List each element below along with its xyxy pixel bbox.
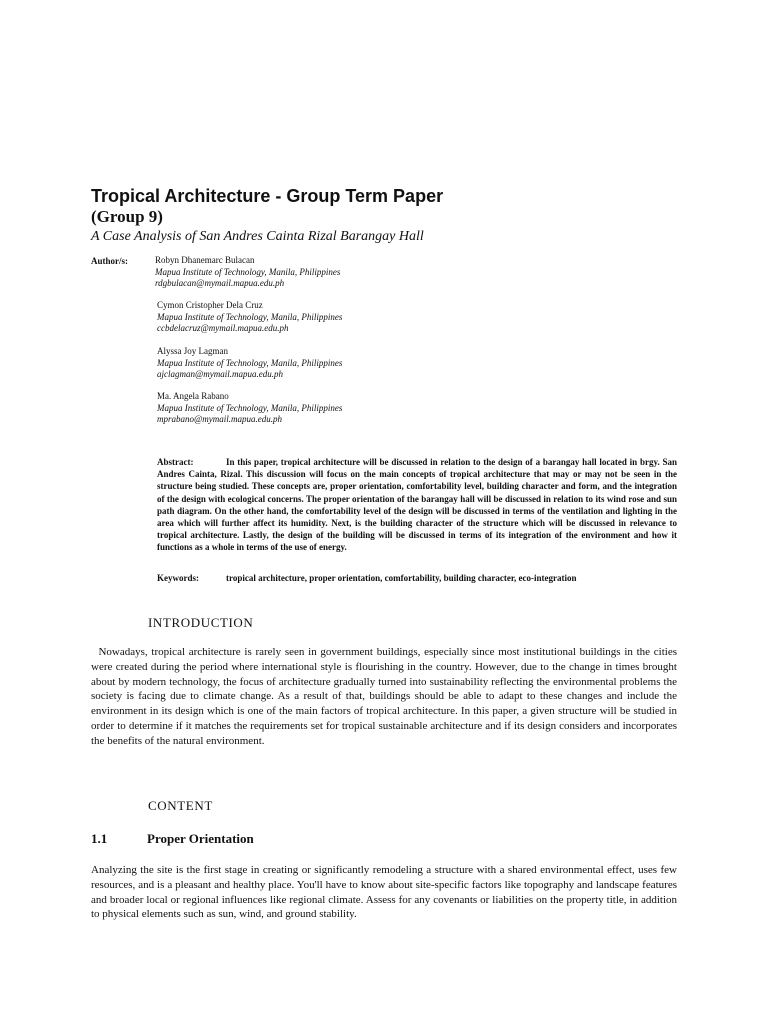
author-email: ccbdelacruz@mymail.mapua.edu.ph <box>157 323 289 333</box>
author-email: rdgbulacan@mymail.mapua.edu.ph <box>155 278 285 288</box>
keywords-text: tropical architecture, proper orientation, comfortability, building character, eco-integration <box>226 573 577 583</box>
section-number: 1.1 <box>91 831 108 846</box>
author-block <box>157 346 342 381</box>
group-number: (Group 9) <box>91 207 163 226</box>
author-affiliation: Mapua Institute of Technology, Manila, Philippines <box>157 402 343 413</box>
author-affiliation: Mapua Institute of Technology, Manila, Philippines <box>157 357 343 368</box>
abstract-label: Abstract: <box>157 457 194 467</box>
authors-label: Author/s: <box>91 256 129 266</box>
author-block <box>155 255 340 290</box>
content-heading: CONTENT <box>148 798 213 813</box>
author-email: ajclagman@mymail.mapua.edu.ph <box>157 369 284 379</box>
paper-title: Tropical Architecture - Group Term Paper <box>91 186 444 206</box>
keywords <box>157 572 677 584</box>
keywords-label: Keywords: <box>157 573 199 583</box>
orientation-paragraph: Analyzing the site is the first stage in creating or significantly remodeling a structure with a shared environmental effect, uses few resources, and is a pleasant and healthy place. You'll have to know about site-specific factors like topography and landscape features and broader local or regional influences like regional climate. Assess for any covenants or liabilities on the property title, in addition to physical elements such as sun, wind, and ground stability. <box>91 864 677 921</box>
introduction-heading: INTRODUCTION <box>148 615 254 630</box>
abstract <box>157 456 677 554</box>
author-name: Cymon Cristopher Dela Cruz <box>157 300 263 310</box>
introduction-text: Nowadays, tropical architecture is rarely seen in government buildings, especially since most institutional buildings in the cities were created during the period where international style is flourishing in the country. However, due to the change in times brought about by modern technology, the focus of architecture gradually turned into sustainability reflecting the environmental problems the society is facing due to climate change. As a result of that, buildings should be able to adapt to these changes and include the environment in its design which is one of the main factors of tropical architecture. In this paper, a given structure will be studied in order to determine if it matches the requirements set for tropical sustainable architecture and if its design considers and incorporates the benefits of the natural environment. <box>91 646 678 747</box>
author-affiliation: Mapua Institute of Technology, Manila, Philippines <box>155 266 341 277</box>
author-name: Alyssa Joy Lagman <box>157 346 228 356</box>
author-affiliation: Mapua Institute of Technology, Manila, Philippines <box>157 311 343 322</box>
author-name: Ma. Angela Rabano <box>157 391 229 401</box>
author-block <box>157 300 342 335</box>
author-name: Robyn Dhanemarc Bulacan <box>155 255 255 265</box>
section-heading <box>91 831 254 847</box>
section-title: Proper Orientation <box>147 831 254 846</box>
author-email: mprabano@mymail.mapua.edu.ph <box>157 414 283 424</box>
abstract-text: In this paper, tropical architecture will be discussed in relation to the design of a barangay hall located in brgy. San Andres Cainta, Rizal. This discussion will focus on the main concepts of tropical architecture that may or may not be seen in the structure being studied. These concepts are, proper orientation, comfortability level, building character and form, and the integration of the design with ecological concerns. The proper orientation of the barangay hall will be discussed in relation to its wind rose and sun path diagram. On the other hand, the comfortability level of the design will be discussed in terms of the ventilation and lighting in the area which will further affect its humidity. Next, is the building character of the structure which will be discussed in relevance to tropical architecture. Lastly, the design of the building will be discussed in terms of its integration of the environment and how it functions as a whole in terms of the use of energy. <box>157 457 677 553</box>
paper-subtitle: A Case Analysis of San Andres Cainta Rizal Barangay Hall <box>91 229 424 244</box>
author-block <box>157 391 342 426</box>
introduction-paragraph <box>91 645 677 749</box>
